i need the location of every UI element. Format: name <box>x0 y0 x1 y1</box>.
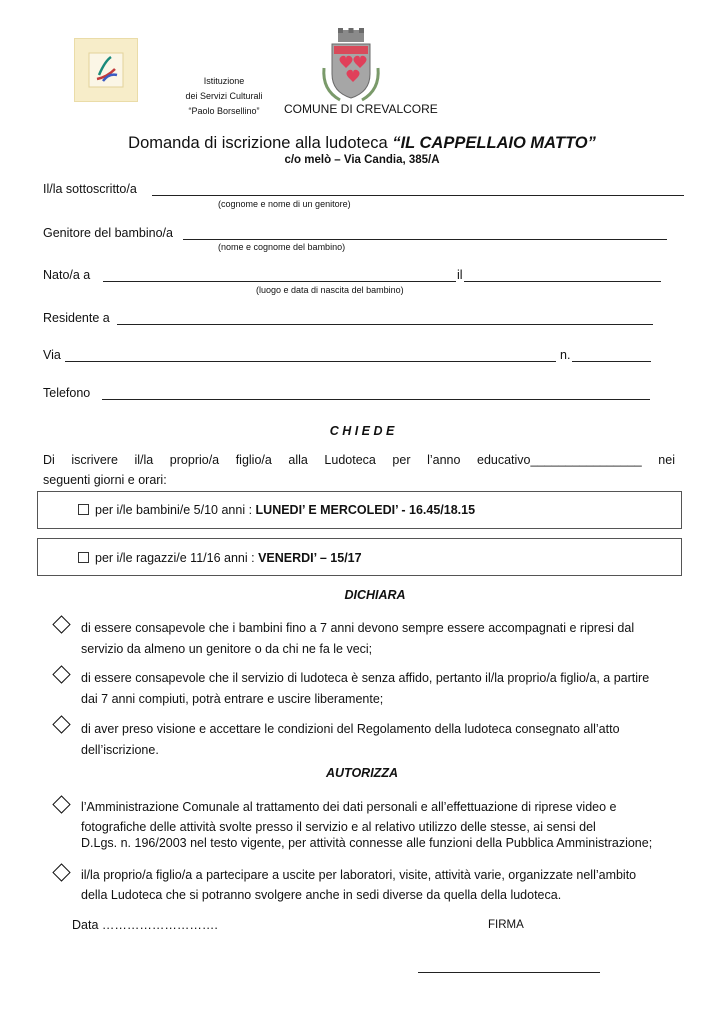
telefono-field[interactable] <box>102 399 650 400</box>
telefono-label: Telefono <box>43 386 91 400</box>
diamond-bullet-icon <box>52 715 70 733</box>
option-bambini[interactable] <box>78 503 475 517</box>
numero-label: n. <box>560 348 571 362</box>
comune-crest-icon <box>318 28 384 106</box>
nato-hint: (luogo e data di nascita del bambino) <box>256 285 404 295</box>
firma-field[interactable] <box>418 972 600 973</box>
institute-line-3: “Paolo Borsellino” <box>188 106 260 116</box>
form-title-prefix: Domanda di iscrizione alla ludoteca <box>128 134 393 152</box>
autorizza-item-1-line-3: D.Lgs. n. 196/2003 nel testo vigente, per attività connesse alle funzioni della Pubblica Amministrazione; <box>81 836 653 850</box>
sottoscritto-label: Il/la sottoscritto/a <box>43 182 137 196</box>
option-ragazzi-schedule: VENERDI’ – 15/17 <box>258 551 362 565</box>
option-ragazzi[interactable] <box>78 551 362 565</box>
residente-field[interactable] <box>117 324 653 325</box>
option-ragazzi-checkbox[interactable] <box>78 552 89 563</box>
option-bambini-schedule: LUNEDI’ E MERCOLEDI’ - 16.45/18.15 <box>255 503 476 517</box>
nato-label: Nato/a a <box>43 268 91 282</box>
numero-field[interactable] <box>572 361 651 362</box>
nato-data-field[interactable] <box>464 281 661 282</box>
diamond-bullet-icon <box>52 665 70 683</box>
genitore-label: Genitore del bambino/a <box>43 226 173 240</box>
dichiara-item-1-line-1: di essere consapevole che i bambini fino a 7 anni devono sempre essere accompagnati e ripresi dal <box>81 621 635 635</box>
institute-logo-icon <box>75 39 137 101</box>
sottoscritto-hint: (cognome e nome di un genitore) <box>218 199 351 209</box>
institute-line-2: dei Servizi Culturali <box>185 91 263 101</box>
firma-label: FIRMA <box>488 919 524 931</box>
nato-il-label: il <box>457 268 463 282</box>
option-bambini-label: per i/le bambini/e 5/10 anni : <box>95 503 256 517</box>
autorizza-item-2-line-1: il/la proprio/a figlio/a a partecipare a uscite per laboratori, visite, attività varie, organizzate nell’ambito <box>81 868 637 882</box>
autorizza-heading: AUTORIZZA <box>326 766 398 780</box>
institute-line-1: Istituzione <box>203 76 245 86</box>
institute-logo <box>74 38 138 102</box>
residente-label: Residente a <box>43 311 110 325</box>
option-bambini-checkbox[interactable] <box>78 504 89 515</box>
dichiara-item-3-line-2: dell’iscrizione. <box>81 743 159 757</box>
diamond-bullet-icon <box>52 863 70 881</box>
sottoscritto-field[interactable] <box>152 195 684 196</box>
via-field[interactable] <box>65 361 556 362</box>
dichiara-heading: DICHIARA <box>344 588 406 602</box>
chiede-heading: C H I E D E <box>329 424 395 438</box>
comune-name: COMUNE DI CREVALCORE <box>284 102 438 116</box>
genitore-hint: (nome e cognome del bambino) <box>218 242 346 252</box>
data-label: Data ………………………. <box>72 918 218 932</box>
genitore-field[interactable] <box>183 239 667 240</box>
autorizza-item-1-line-1: l’Amministrazione Comunale al trattamento dei dati personali e all’effettuazione di riprese video e <box>81 800 617 814</box>
via-label: Via <box>43 348 61 362</box>
nato-luogo-field[interactable] <box>103 281 456 282</box>
autorizza-item-1-line-2: fotografiche delle attività svolte presso il servizio e al relativo utilizzo delle stesse, ai sensi del <box>81 820 596 834</box>
dichiara-item-3-line-1: di aver preso visione e accettare le condizioni del Regolamento della ludoteca consegnato all’atto <box>81 722 620 736</box>
option-ragazzi-label: per i/le ragazzi/e 11/16 anni : <box>95 551 259 565</box>
autorizza-item-2-line-2: della Ludoteca che si potranno svolgere anche in sedi diverse da quella della ludoteca. <box>81 888 562 902</box>
chiede-text-line-1: Di iscrivere il/la proprio/a figlio/a alla Ludoteca per l’anno educativo________________ nei <box>43 453 675 467</box>
dichiara-item-2-line-1: di essere consapevole che il servizio di ludoteca è senza affido, pertanto il/la proprio/a figlio/a, a partire <box>81 671 650 685</box>
chiede-text-line-2: seguenti giorni e orari: <box>43 473 167 487</box>
ludoteca-name: “IL CAPPELLAIO MATTO” <box>392 134 596 152</box>
diamond-bullet-icon <box>52 795 70 813</box>
dichiara-item-2-line-2: dai 7 anni compiuti, potrà entrare e uscire liberamente; <box>81 692 384 706</box>
dichiara-item-1-line-2: servizio da almeno un genitore o da chi ne fa le veci; <box>81 642 373 656</box>
form-title <box>0 134 724 153</box>
form-subtitle: c/o melò – Via Candia, 385/A <box>284 154 440 166</box>
diamond-bullet-icon <box>52 615 70 633</box>
